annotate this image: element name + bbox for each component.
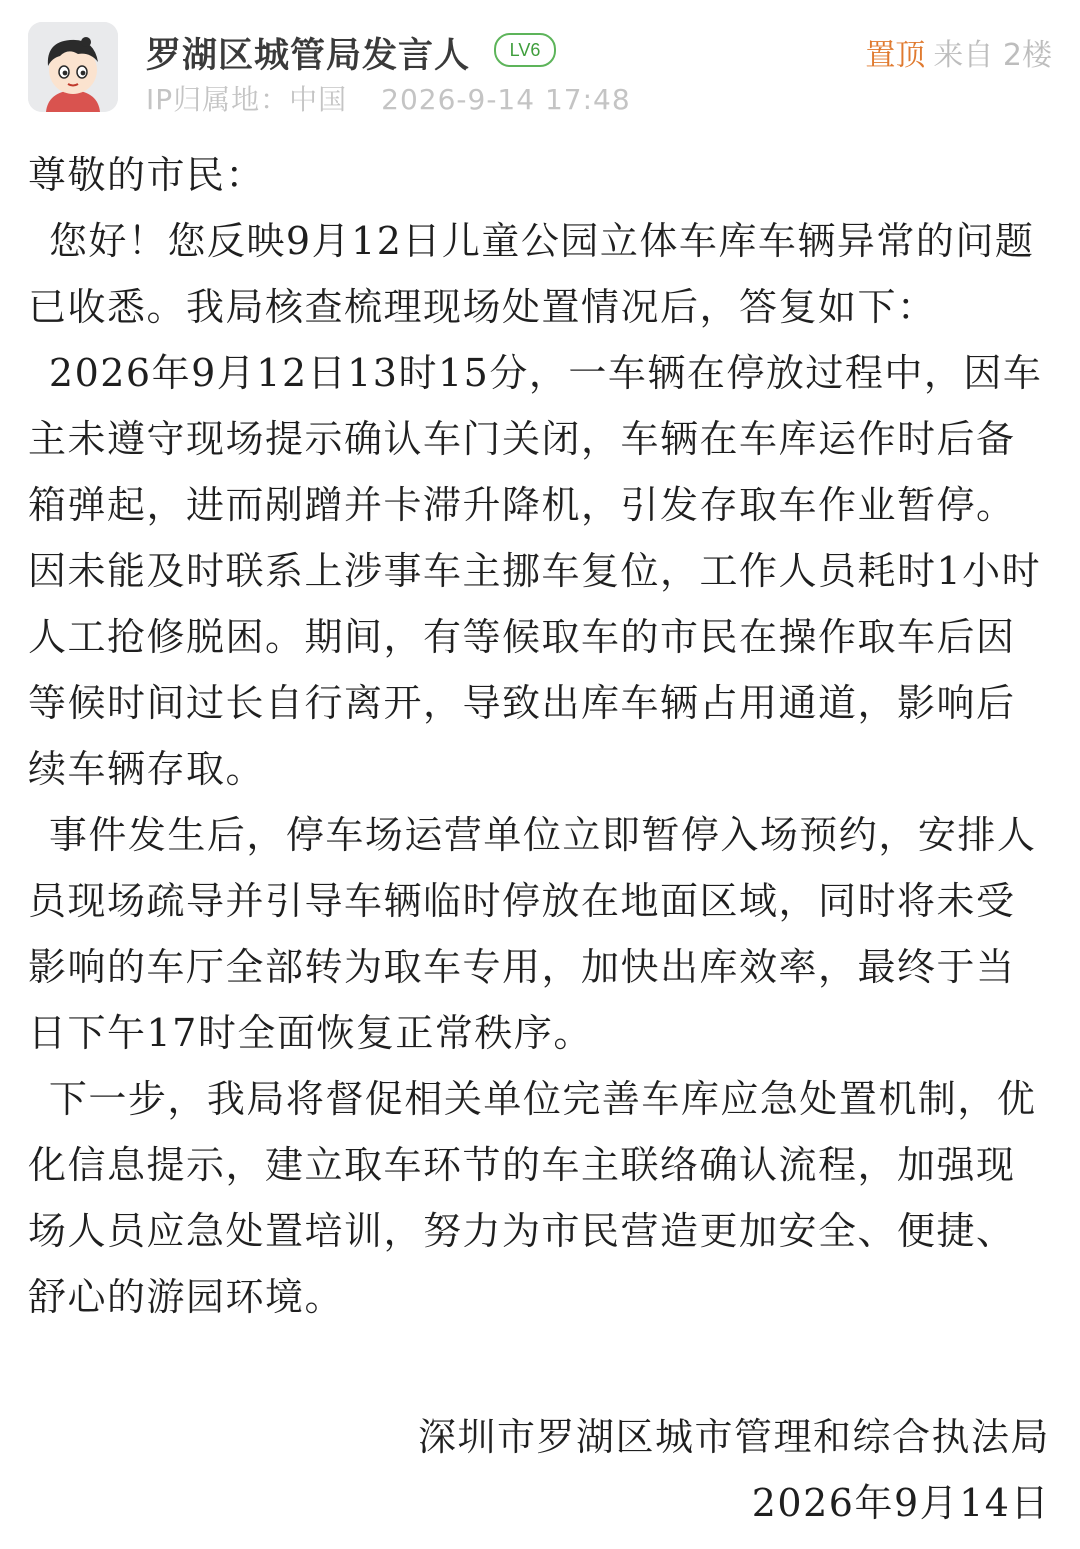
paragraph-4: 下一步，我局将督促相关单位完善车库应急处置机制，优化信息提示，建立取车环节的车主联络确认流程，加强现场人员应急处置培训，努力为市民营造更加安全、便捷、舒心的游园环境。	[28, 1077, 1037, 1319]
salutation: 尊敬的市民：	[28, 153, 266, 197]
post-meta	[146, 78, 631, 118]
paragraph-3: 事件发生后，停车场运营单位立即暂停入场预约，安排人员现场疏导并引导车辆临时停放在地面区域，同时将未受影响的车厅全部转为取车专用，加快出库效率，最终于当日下午17时全面恢复正常秩序。	[28, 813, 1037, 1055]
paragraph-2: 2026年9月12日13时15分，一车辆在停放过程中，因车主未遵守现场提示确认车门关闭，车辆在车库运作时后备箱弹起，进而剐蹭并卡滞升降机，引发存取车作业暂停。因未能及时联系上涉事车主挪车复位，工作人员耗时1小时人工抢修脱困。期间，有等候取车的市民在操作取车后因等候时间过长自行离开，导致出库车辆占用通道，影响后续车辆存取。	[28, 351, 1043, 791]
cartoon-boy-avatar-icon	[28, 22, 118, 112]
post-timestamp: 2026-9-14 17:48	[381, 83, 631, 116]
signature-organization: 深圳市罗湖区城市管理和综合执法局	[417, 1415, 1050, 1459]
ip-location: IP归属地：中国	[146, 83, 348, 116]
floor-label: 来自 2楼	[933, 38, 1052, 73]
avatar[interactable]	[28, 22, 118, 112]
post-header	[0, 0, 1080, 130]
signature-block	[418, 1404, 1050, 1536]
author-name[interactable]: 罗湖区城管局发言人	[146, 36, 471, 76]
pinned-label: 置顶	[865, 38, 926, 73]
signature-date: 2026年9月14日	[751, 1481, 1050, 1525]
letter-body	[28, 142, 1052, 1330]
level-badge: LV6	[494, 33, 556, 67]
post-tags	[865, 30, 1052, 74]
paragraph-1: 您好！您反映9月12日儿童公园立体车库车辆异常的问题已收悉。我局核查梳理现场处置情况后，答复如下：	[28, 219, 1035, 329]
